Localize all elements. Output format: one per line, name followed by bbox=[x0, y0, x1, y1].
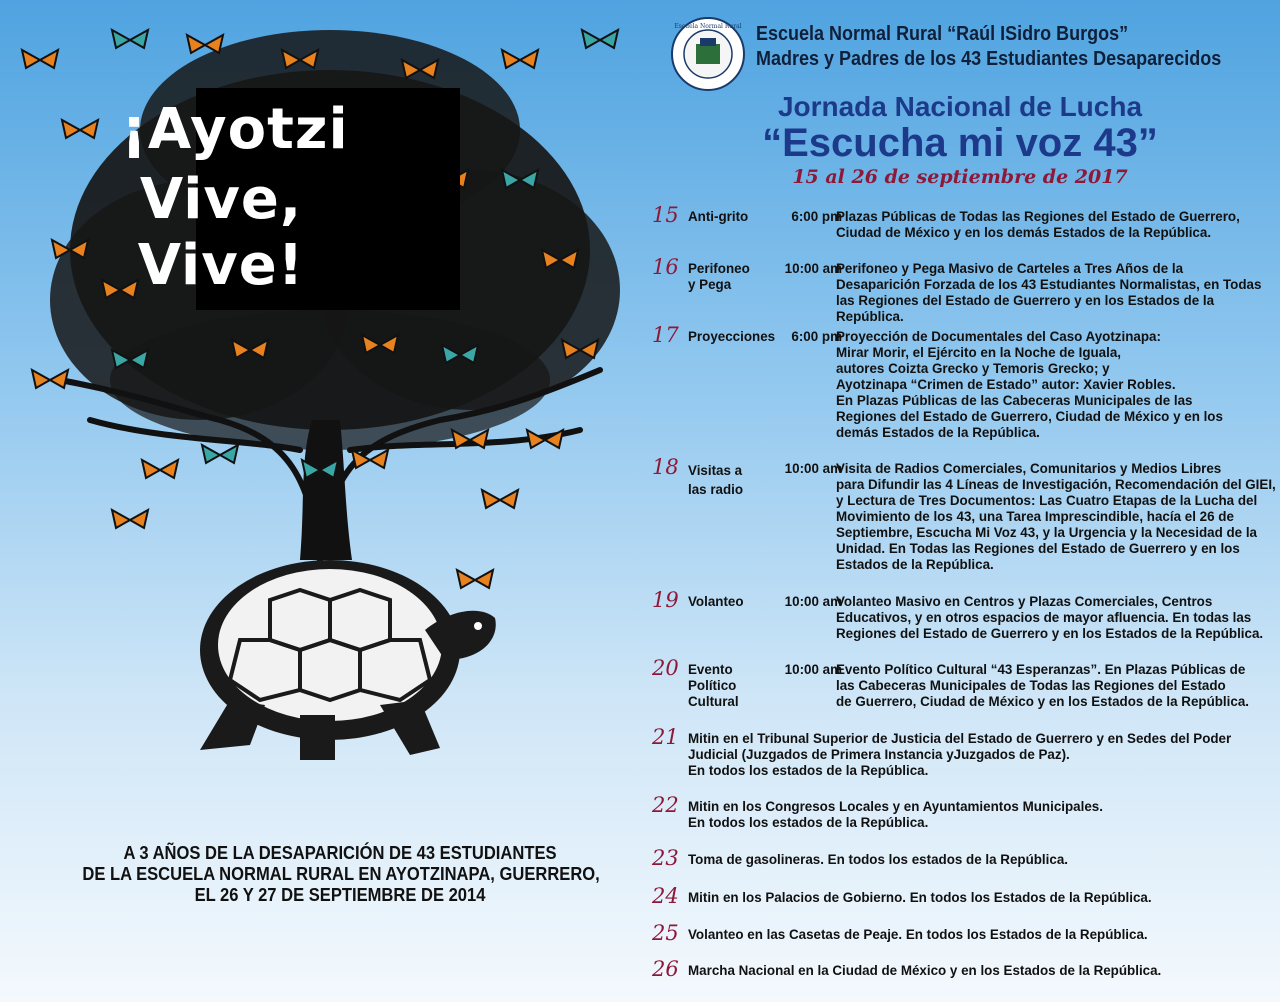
event-description: Evento Político Cultural “43 Esperanzas”. En Plazas Públicas de las Cabeceras Municipales de Todas las Regiones del Estado de Guerrero, Ciudad de México y en los Estados de la República. bbox=[836, 662, 1249, 709]
date-range: 15 al 26 de septiembre de 2017 bbox=[792, 166, 1128, 188]
event-kind: Evento Político Cultural bbox=[688, 662, 739, 709]
event-day: 23 bbox=[652, 846, 679, 870]
event-day: 21 bbox=[652, 725, 679, 749]
event-kind: Perifoneo y Pega bbox=[688, 261, 750, 292]
event-time: 10:00 am bbox=[784, 662, 842, 677]
event-day: 16 bbox=[652, 255, 679, 279]
slogan-line-1: ¡Ayotzi bbox=[121, 97, 349, 162]
event-day: 22 bbox=[652, 793, 679, 817]
event-time: 10:00 am bbox=[784, 461, 842, 476]
event-kind: Proyecciones bbox=[688, 329, 776, 344]
school-logo bbox=[668, 14, 748, 94]
event-time: 6:00 pm bbox=[791, 329, 842, 344]
parents-line: Madres y Padres de los 43 Estudiantes Desaparecidos bbox=[756, 48, 1222, 70]
slogan-line-2: Vive, bbox=[139, 167, 303, 232]
event-day: 19 bbox=[652, 588, 679, 612]
school-header bbox=[756, 22, 1221, 72]
school-name: Escuela Normal Rural “Raúl ISidro Burgos” bbox=[756, 23, 1129, 45]
event-description: Perifoneo y Pega Masivo de Carteles a Tres Años de la Desaparición Forzada de los 43 Estudiantes Normalistas, en Todas las Regiones del Estado de Guerrero y en los Estados de la República. bbox=[836, 261, 1262, 324]
logo-text: Escuela Normal Rural bbox=[674, 23, 742, 30]
event-description: Marcha Nacional en la Ciudad de México y en los Estados de la República. bbox=[688, 963, 1162, 978]
event-description: Mitin en los Palacios de Gobierno. En todos los Estados de la República. bbox=[688, 890, 1152, 905]
jornada-title: Jornada Nacional de Lucha bbox=[777, 91, 1143, 122]
caption-line: EL 26 Y 27 DE SEPTIEMBRE DE 2014 bbox=[194, 885, 486, 905]
event-day: 26 bbox=[652, 957, 679, 981]
caption-line: DE LA ESCUELA NORMAL RURAL EN AYOTZINAPA, GUERRERO, bbox=[82, 864, 600, 884]
event-description: Volanteo en las Casetas de Peaje. En todos los Estados de la República. bbox=[688, 927, 1148, 942]
event-day: 17 bbox=[652, 323, 679, 347]
event-description: Toma de gasolineras. En todos los estados de la República. bbox=[688, 852, 1068, 867]
escucha-title: “Escucha mi voz 43” bbox=[762, 121, 1158, 165]
event-day: 18 bbox=[652, 455, 679, 479]
event-description: Proyección de Documentales del Caso Ayotzinapa: Mirar Morir, el Ejército en la Noche de Iguala, autores Coizta Grecko y Temoris Grecko; y Ayotzinapa “Crimen de Estado” autor: Xavier Robles. En Plazas Públicas de las Cabeceras Municipales de las Regiones del Estado de Guerrero, Ciudad de México y en los demás Estados de la República. bbox=[836, 329, 1223, 440]
anniversary-caption bbox=[82, 843, 600, 906]
event-description: Mitin en el Tribunal Superior de Justicia del Estado de Guerrero y en Sedes del Poder Judicial (Juzgados de Primera Instancia yJuzgados de Paz). En todos los estados de la República. bbox=[688, 731, 1232, 778]
event-kind: Visitas a las radio bbox=[688, 463, 744, 497]
event-kind: Volanteo bbox=[688, 594, 744, 609]
caption-line: A 3 AÑOS DE LA DESAPARICIÓN DE 43 ESTUDIANTES bbox=[123, 843, 557, 863]
event-kind: Anti-grito bbox=[688, 209, 749, 224]
turtle-illustration bbox=[200, 560, 496, 760]
event-day: 20 bbox=[652, 656, 679, 680]
event-description: Visita de Radios Comerciales, Comunitarios y Medios Libres para Difundir las 4 Líneas de Investigación, Recomendación del GIEI, y Lectura de Tres Documentos: Las Cuatro Etapas de la Lucha del Movimiento de los 43, una Tarea Imprescindible, hacía el 26 de Septiembre, Escucha Mi Voz 43, y la Urgencia y la Necesidad de la Unidad. En Todas las Regiones del Estado de Guerrero y en los Estados de la República. bbox=[836, 461, 1276, 572]
event-day: 24 bbox=[652, 884, 679, 908]
event-time: 10:00 am bbox=[784, 261, 842, 276]
event-description: Volanteo Masivo en Centros y Plazas Comerciales, Centros Educativos, y en otros espacios de mayor afluencia. En todas las Regiones del Estado de Guerrero y en los Estados de la República. bbox=[836, 594, 1264, 641]
event-time: 10:00 am bbox=[784, 594, 842, 609]
event-description: Plazas Públicas de Todas las Regiones del Estado de Guerrero, Ciudad de México y en los demás Estados de la República. bbox=[836, 209, 1240, 240]
event-day: 15 bbox=[652, 203, 679, 227]
event-description: Mitin en los Congresos Locales y en Ayuntamientos Municipales. En todos los estados de la República. bbox=[688, 799, 1103, 830]
event-day: 25 bbox=[652, 921, 679, 945]
event-time: 6:00 pm bbox=[791, 209, 842, 224]
slogan-line-3: Vive! bbox=[137, 233, 305, 298]
poster-artwork bbox=[0, 0, 640, 830]
